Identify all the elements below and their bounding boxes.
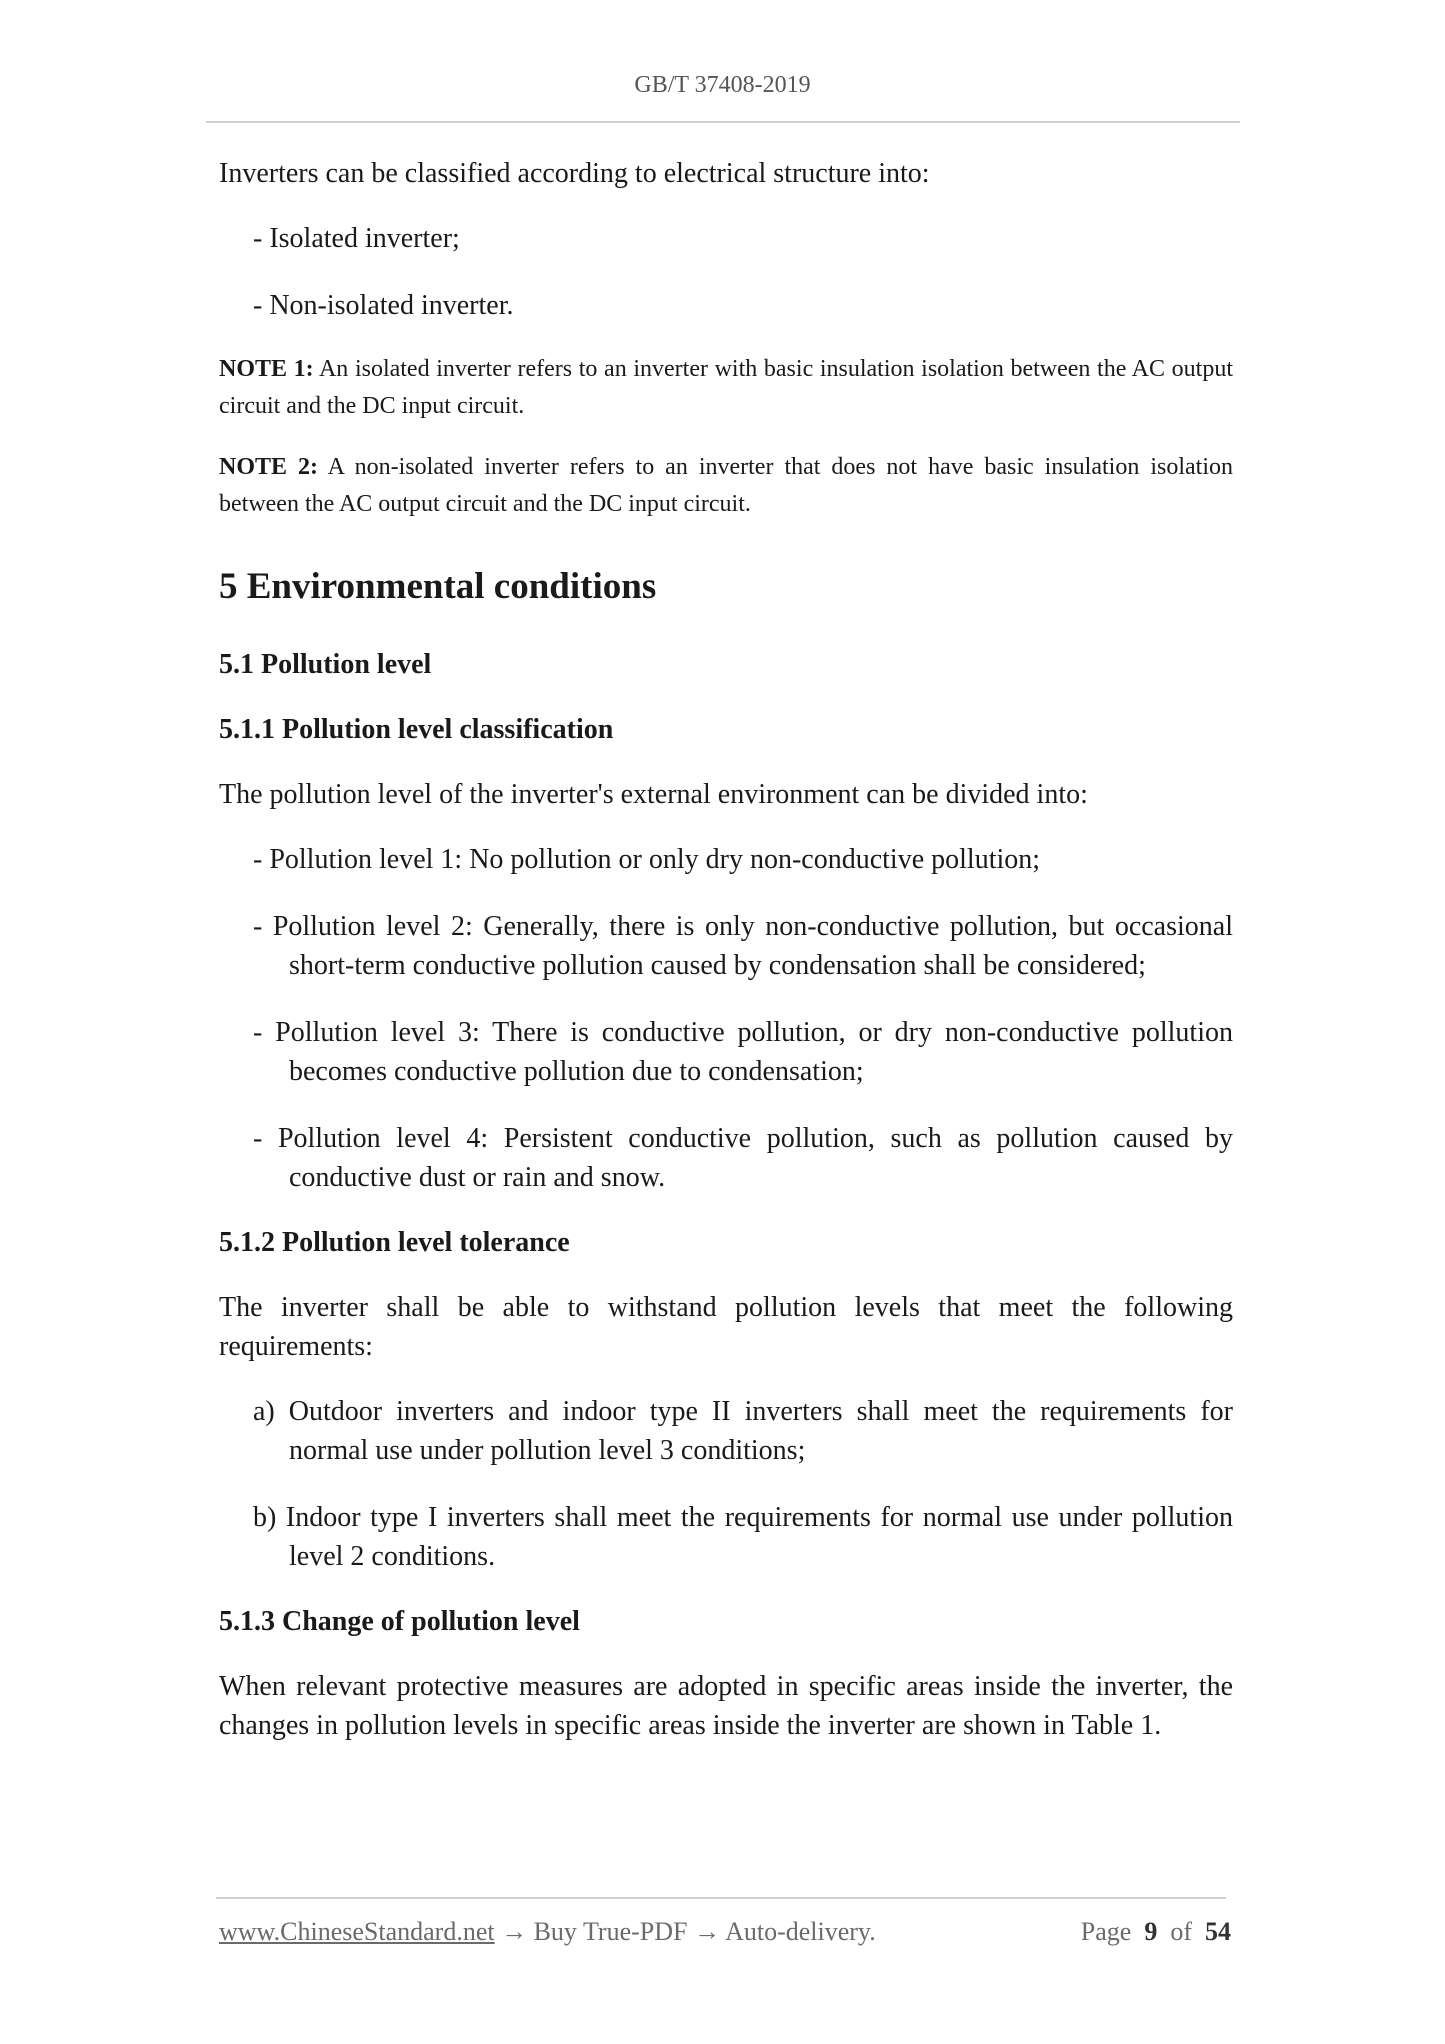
note-text: An isolated inverter refers to an inverter with basic insulation isolation between the AC output circuit and the DC input circuit.	[219, 356, 1233, 419]
section-5-1-2-heading: 5.1.2 Pollution level tolerance	[219, 1227, 570, 1258]
current-page: 9	[1144, 1917, 1158, 1946]
delivery-text: Auto-delivery.	[725, 1917, 876, 1946]
paragraph: When relevant protective measures are adopted in specific areas inside the inverter, the changes in pollution levels in specific areas inside the inverter are shown in Table 1.	[219, 1671, 1233, 1741]
page-number	[1081, 1917, 1231, 1947]
document-header: GB/T 37408-2019	[634, 72, 811, 98]
note-text: A non-isolated inverter refers to an inverter that does not have basic insulation isolation between the AC output circuit and the DC input circuit.	[219, 454, 1233, 517]
paragraph: The pollution level of the inverter's external environment can be divided into:	[219, 779, 1088, 810]
list-item: - Pollution level 2: Generally, there is only non-conductive pollution, but occasional short-term conductive pollution caused by condensation shall be considered;	[253, 911, 1233, 981]
note-2	[219, 449, 1233, 523]
note-label: NOTE 2:	[219, 454, 318, 480]
list-item: - Isolated inverter;	[253, 223, 460, 254]
header-divider	[206, 121, 1240, 123]
intro-text: Inverters can be classified according to electrical structure into:	[219, 158, 930, 189]
total-pages: 54	[1205, 1917, 1231, 1946]
list-item: - Pollution level 1: No pollution or only dry non-conductive pollution;	[253, 844, 1041, 875]
buy-text: Buy True-PDF	[533, 1917, 688, 1946]
list-item: - Pollution level 4: Persistent conductive pollution, such as pollution caused by conductive dust or rain and snow.	[253, 1123, 1233, 1193]
list-item: a) Outdoor inverters and indoor type II inverters shall meet the requirements for normal use under pollution level 3 conditions;	[253, 1396, 1233, 1466]
note-1	[219, 351, 1233, 425]
section-5-heading: 5 Environmental conditions	[219, 566, 657, 607]
section-5-1-heading: 5.1 Pollution level	[219, 649, 432, 680]
page-body	[219, 154, 1233, 1771]
list-item: - Pollution level 3: There is conductive pollution, or dry non-conductive pollution becomes conductive pollution due to condensation;	[253, 1017, 1233, 1087]
arrow-icon: →	[501, 1917, 528, 1946]
list-item: - Non-isolated inverter.	[253, 290, 514, 321]
list-item: b) Indoor type I inverters shall meet the requirements for normal use under pollution level 2 conditions.	[253, 1502, 1233, 1572]
of-label: of	[1170, 1917, 1192, 1946]
section-5-1-3-heading: 5.1.3 Change of pollution level	[219, 1606, 580, 1637]
page-label: Page	[1080, 1917, 1132, 1946]
note-label: NOTE 1:	[219, 356, 314, 382]
paragraph: The inverter shall be able to withstand pollution levels that meet the following requirements:	[219, 1292, 1233, 1362]
footer-divider	[216, 1897, 1226, 1899]
website-link[interactable]: www.ChineseStandard.net	[219, 1917, 495, 1946]
page-footer	[219, 1917, 1231, 1947]
section-5-1-1-heading: 5.1.1 Pollution level classification	[219, 714, 614, 745]
arrow-icon: →	[694, 1917, 720, 1946]
